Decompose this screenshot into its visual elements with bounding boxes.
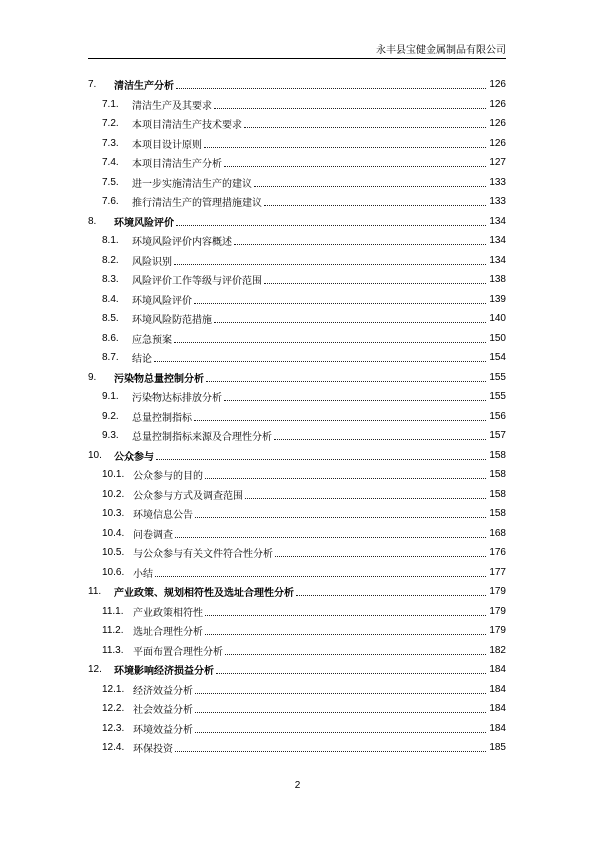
toc-entry-number: 8.3. [102, 274, 119, 286]
toc-dot-leader [174, 254, 486, 265]
toc-section-entry[interactable] [88, 114, 506, 134]
toc-section-entry[interactable] [88, 309, 506, 329]
toc-entry-title: 公众参与的目的 [133, 471, 203, 483]
page-header [88, 38, 506, 59]
toc-entry-page: 155 [489, 371, 506, 383]
toc-dot-leader [206, 371, 486, 382]
toc-entry-title: 污染物达标排放分析 [132, 393, 222, 405]
toc-chapter-entry[interactable] [88, 75, 506, 95]
toc-entry-title: 环境风险防范措施 [132, 315, 212, 327]
toc-dot-leader [205, 605, 486, 616]
toc-entry-title: 小结 [133, 568, 153, 580]
toc-dot-leader [154, 351, 486, 362]
toc-entry-title: 推行清洁生产的管理措施建议 [132, 198, 262, 210]
toc-dot-leader [205, 624, 486, 635]
toc-section-entry[interactable] [88, 543, 506, 563]
toc-dot-leader [224, 390, 486, 401]
toc-entry-number: 11.2. [102, 625, 124, 637]
toc-entry-title: 经济效益分析 [133, 685, 193, 697]
header-company-name: 永丰县宝健金属制品有限公司 [376, 45, 506, 56]
toc-chapter-entry[interactable] [88, 582, 506, 602]
toc-dot-leader [275, 546, 486, 557]
toc-entry-title: 公众参与 [114, 451, 154, 463]
toc-entry-title: 与公众参与有关文件符合性分析 [133, 549, 273, 561]
toc-entry-number: 10.1. [102, 469, 125, 481]
toc-section-entry[interactable] [88, 270, 506, 290]
toc-entry-number: 10.3. [102, 508, 125, 520]
toc-entry-number: 12.1. [102, 683, 125, 695]
toc-chapter-entry[interactable] [88, 212, 506, 232]
toc-dot-leader [155, 566, 486, 577]
toc-entry-title: 产业政策相符性 [133, 607, 203, 619]
toc-dot-leader [175, 527, 486, 538]
toc-entry-number: 10. [88, 449, 102, 461]
toc-entry-page: 158 [489, 488, 506, 500]
toc-dot-leader [194, 410, 486, 421]
toc-entry-title: 环境效益分析 [133, 724, 193, 736]
toc-entry-number: 8.2. [102, 254, 119, 266]
toc-chapter-entry[interactable] [88, 368, 506, 388]
toc-dot-leader [264, 273, 486, 284]
toc-entry-page: 158 [489, 449, 506, 461]
toc-entry-title: 总量控制指标来源及合理性分析 [132, 432, 272, 444]
toc-entry-page: 126 [489, 118, 506, 130]
toc-entry-title: 本项目清洁生产分析 [132, 159, 222, 171]
toc-entry-title: 环境风险评价内容概述 [132, 237, 232, 249]
toc-entry-title: 本项目清洁生产技术要求 [132, 120, 242, 132]
toc-entry-number: 11. [88, 586, 102, 598]
toc-section-entry[interactable] [88, 602, 506, 622]
toc-entry-number: 7.2. [102, 118, 119, 130]
toc-dot-leader [174, 332, 486, 343]
toc-entry-number: 9.2. [102, 410, 119, 422]
toc-entry-title: 环境影响经济损益分析 [114, 666, 214, 678]
toc-entry-title: 环境风险评价 [114, 217, 174, 229]
toc-entry-page: 185 [489, 742, 506, 754]
toc-section-entry[interactable] [88, 153, 506, 173]
toc-entry-number: 7. [88, 79, 97, 91]
toc-entry-page: 133 [489, 176, 506, 188]
toc-dot-leader [175, 741, 486, 752]
toc-section-entry[interactable] [88, 192, 506, 212]
toc-dot-leader [245, 488, 486, 499]
toc-dot-leader [156, 449, 486, 460]
toc-entry-title: 产业政策、规划相符性及选址合理性分析 [114, 588, 294, 600]
toc-entry-page: 177 [489, 566, 506, 578]
toc-chapter-entry[interactable] [88, 446, 506, 466]
toc-entry-title: 风险评价工作等级与评价范围 [132, 276, 262, 288]
toc-section-entry[interactable] [88, 621, 506, 641]
toc-entry-page: 138 [489, 274, 506, 286]
toc-entry-page: 126 [489, 98, 506, 110]
toc-entry-number: 8.6. [102, 332, 119, 344]
toc-entry-title: 公众参与方式及调查范围 [133, 490, 243, 502]
table-of-contents [88, 75, 506, 758]
toc-entry-page: 134 [489, 235, 506, 247]
toc-entry-title: 清洁生产及其要求 [132, 100, 212, 112]
toc-section-entry[interactable] [88, 680, 506, 700]
toc-entry-number: 10.2. [102, 488, 125, 500]
toc-dot-leader [195, 683, 486, 694]
toc-entry-title: 进一步实施清洁生产的建议 [132, 178, 252, 190]
toc-dot-leader [214, 98, 486, 109]
toc-entry-number: 10.4. [102, 527, 125, 539]
toc-dot-leader [194, 293, 486, 304]
toc-entry-number: 8.1. [102, 235, 119, 247]
toc-entry-title: 结论 [132, 354, 152, 366]
page-number: 2 [294, 780, 301, 791]
toc-entry-number: 9.1. [102, 391, 119, 403]
toc-entry-number: 8.5. [102, 313, 119, 325]
toc-entry-number: 8.4. [102, 293, 119, 305]
toc-dot-leader [214, 312, 486, 323]
toc-entry-page: 184 [489, 703, 506, 715]
toc-entry-title: 选址合理性分析 [133, 627, 203, 639]
toc-entry-title: 清洁生产分析 [114, 81, 174, 93]
toc-section-entry[interactable] [88, 407, 506, 427]
toc-dot-leader [195, 507, 486, 518]
toc-entry-title: 风险识别 [132, 256, 172, 268]
toc-dot-leader [244, 117, 486, 128]
toc-chapter-entry[interactable] [88, 660, 506, 680]
toc-dot-leader [254, 176, 486, 187]
toc-entry-title: 污染物总量控制分析 [114, 373, 204, 385]
toc-section-entry[interactable] [88, 465, 506, 485]
toc-entry-title: 社会效益分析 [133, 705, 193, 717]
toc-section-entry[interactable] [88, 329, 506, 349]
toc-entry-page: 150 [489, 332, 506, 344]
toc-entry-page: 140 [489, 313, 506, 325]
toc-section-entry[interactable] [88, 563, 506, 583]
toc-section-entry[interactable] [88, 173, 506, 193]
toc-entry-title: 本项目设计原则 [132, 139, 202, 151]
toc-entry-number: 7.4. [102, 157, 119, 169]
toc-dot-leader [274, 429, 486, 440]
toc-entry-page: 126 [489, 79, 506, 91]
toc-entry-page: 184 [489, 664, 506, 676]
toc-dot-leader [204, 137, 486, 148]
toc-entry-page: 133 [489, 196, 506, 208]
toc-entry-title: 应急预案 [132, 334, 172, 346]
toc-entry-number: 9.3. [102, 430, 119, 442]
toc-entry-number: 12.2. [102, 703, 125, 715]
toc-entry-title: 平面布置合理性分析 [133, 646, 223, 658]
toc-section-entry[interactable] [88, 387, 506, 407]
toc-section-entry[interactable] [88, 524, 506, 544]
toc-entry-number: 12. [88, 664, 102, 676]
toc-dot-leader [216, 663, 486, 674]
toc-dot-leader [264, 195, 486, 206]
toc-entry-number: 8.7. [102, 352, 119, 364]
toc-entry-number: 7.6. [102, 196, 119, 208]
toc-entry-page: 154 [489, 352, 506, 364]
toc-entry-number: 9. [88, 371, 97, 383]
toc-section-entry[interactable] [88, 251, 506, 271]
toc-section-entry[interactable] [88, 641, 506, 661]
toc-entry-title: 环境风险评价 [132, 295, 192, 307]
toc-entry-number: 8. [88, 215, 97, 227]
toc-entry-number: 10.5. [102, 547, 125, 559]
toc-section-entry[interactable] [88, 348, 506, 368]
toc-section-entry[interactable] [88, 95, 506, 115]
toc-entry-number: 7.3. [102, 137, 119, 149]
toc-entry-number: 12.4. [102, 742, 125, 754]
toc-dot-leader [176, 215, 486, 226]
toc-entry-page: 179 [489, 586, 506, 598]
toc-dot-leader [195, 702, 486, 713]
toc-section-entry[interactable] [88, 290, 506, 310]
toc-section-entry[interactable] [88, 134, 506, 154]
toc-entry-page: 176 [489, 547, 506, 559]
toc-section-entry[interactable] [88, 738, 506, 758]
toc-entry-page: 155 [489, 391, 506, 403]
toc-entry-page: 134 [489, 254, 506, 266]
toc-dot-leader [225, 644, 486, 655]
toc-section-entry[interactable] [88, 719, 506, 739]
toc-entry-page: 156 [489, 410, 506, 422]
toc-dot-leader [224, 156, 486, 167]
toc-entry-number: 7.1. [102, 98, 119, 110]
toc-section-entry[interactable] [88, 485, 506, 505]
toc-entry-number: 11.3. [102, 644, 124, 656]
toc-section-entry[interactable] [88, 426, 506, 446]
toc-section-entry[interactable] [88, 504, 506, 524]
toc-entry-title: 总量控制指标 [132, 412, 192, 424]
toc-section-entry[interactable] [88, 699, 506, 719]
toc-entry-title: 问卷调查 [133, 529, 173, 541]
toc-entry-number: 11.1. [102, 605, 124, 617]
toc-dot-leader [176, 78, 486, 89]
toc-entry-page: 134 [489, 215, 506, 227]
toc-entry-page: 157 [489, 430, 506, 442]
toc-entry-page: 139 [489, 293, 506, 305]
toc-dot-leader [296, 585, 486, 596]
toc-entry-page: 127 [489, 157, 506, 169]
toc-entry-number: 7.5. [102, 176, 119, 188]
toc-entry-page: 179 [489, 625, 506, 637]
toc-entry-page: 182 [489, 644, 506, 656]
toc-entry-page: 158 [489, 508, 506, 520]
toc-entry-page: 179 [489, 605, 506, 617]
toc-entry-page: 168 [489, 527, 506, 539]
toc-entry-title: 环保投资 [133, 744, 173, 756]
toc-entry-page: 126 [489, 137, 506, 149]
toc-dot-leader [195, 722, 486, 733]
toc-entry-page: 158 [489, 469, 506, 481]
toc-section-entry[interactable] [88, 231, 506, 251]
toc-entry-title: 环境信息公告 [133, 510, 193, 522]
toc-entry-page: 184 [489, 722, 506, 734]
toc-entry-page: 184 [489, 683, 506, 695]
toc-entry-number: 10.6. [102, 566, 125, 578]
toc-dot-leader [205, 468, 486, 479]
toc-dot-leader [234, 234, 486, 245]
toc-entry-number: 12.3. [102, 722, 125, 734]
